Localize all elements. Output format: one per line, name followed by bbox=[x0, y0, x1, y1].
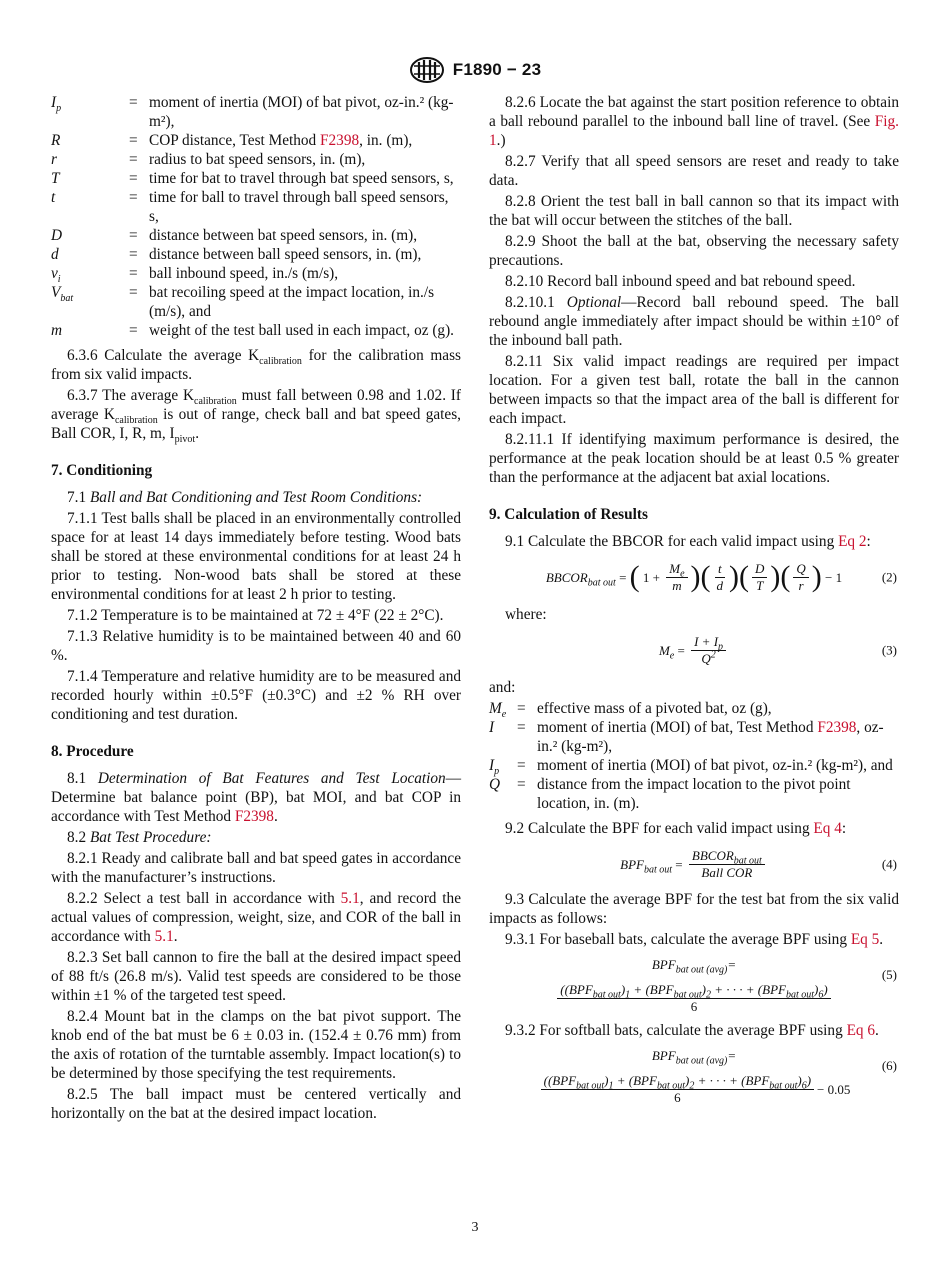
equation-5-number: (5) bbox=[881, 967, 897, 982]
variable-row bbox=[51, 169, 461, 188]
variable-symbol: $I_p$ bbox=[51, 94, 62, 115]
para-7-1-1: 7.1.1 Test balls shall be placed in an environmentally controlled space for at least 14 days immediately before testing. Wood bats shall be stored at these environmental conditions for at least 24 h prior to testing. Non-wood bats shall be stored at these environmental conditions for at least 2 h prior to testing. bbox=[51, 510, 461, 603]
variable-row bbox=[51, 93, 461, 131]
variable-description: time for bat to travel through bat speed sensors, s, bbox=[149, 170, 454, 187]
variable-row bbox=[489, 756, 899, 775]
para-9-3-2: 9.3.2 For softball bats, calculate the average BPF using Eq 6. bbox=[505, 1022, 879, 1039]
page-header bbox=[0, 56, 950, 84]
para-7-1-4: 7.1.4 Temperature and relative humidity are to be measured and recorded hourly within ±0.5°F (±0.3°C) and ±2 % RH over conditioning and test duration. bbox=[51, 668, 461, 723]
section-8-heading: 8. Procedure bbox=[51, 743, 134, 760]
astm-logo-icon bbox=[409, 56, 445, 84]
equals-sign: = bbox=[517, 757, 526, 774]
ref-eq4-link[interactable]: Eq 4 bbox=[813, 820, 842, 837]
para-8-2-9: 8.2.9 Shoot the ball at the bat, observing the necessary safety precautions. bbox=[489, 233, 899, 269]
ref-5-1-link[interactable]: 5.1 bbox=[340, 890, 360, 907]
and-label: and: bbox=[489, 679, 516, 696]
variable-symbol: r bbox=[51, 151, 57, 168]
variable-row bbox=[51, 150, 461, 169]
para-8-2-7: 8.2.7 Verify that all speed sensors are reset and ready to take data. bbox=[489, 153, 899, 189]
equals-sign: = bbox=[129, 170, 138, 187]
ref-fig1-link[interactable]: Fig. 1 bbox=[489, 113, 899, 149]
equals-sign: = bbox=[129, 132, 138, 149]
para-8-2-10: 8.2.10 Record ball inbound speed and bat rebound speed. bbox=[505, 273, 856, 290]
equation-6: $BPF_{bat out (avg)}=$ $\frac{((BPF_{bat out})_1 + (BPF_{bat out})_2 + \cdot \cdot \cdot + (BPF_{bat out})_6)}{6}$ − 0.05 (6) bbox=[489, 1046, 899, 1106]
para-8-1: 8.1 Determination of Bat Features and Test Location—Determine bat balance point (BP), bat MOI, and bat COP in accordance with Test Method F2398. bbox=[51, 770, 462, 825]
ref-f2398-link[interactable]: F2398 bbox=[817, 719, 857, 736]
ref-f2398-link[interactable]: F2398 bbox=[234, 808, 274, 825]
para-8-2-8: 8.2.8 Orient the test ball in ball cannon so that its impact with the bat will occur between the stitches of the ball. bbox=[489, 193, 899, 229]
section-7-heading: 7. Conditioning bbox=[51, 462, 153, 479]
equals-sign: = bbox=[129, 265, 138, 282]
equals-sign: = bbox=[517, 700, 526, 717]
variable-symbol: $v_i$ bbox=[51, 265, 61, 286]
para-8-2-2: 8.2.2 Select a test ball in accordance with 5.1, and record the actual values of compression, weight, size, and COR of the ball in accordance with 5.1. bbox=[51, 890, 461, 945]
equation-4: $BPF_{bat out}$ = $\frac{BBCOR_{bat out}}{\text{Ball COR}}$ (4) bbox=[620, 847, 897, 880]
ref-f2398-link[interactable]: F2398 bbox=[320, 132, 360, 149]
variable-row bbox=[51, 283, 461, 321]
equals-sign: = bbox=[129, 94, 138, 111]
para-8-2-11: 8.2.11 Six valid impact readings are required per impact location. For a given test ball, rotate the ball in the cannon between impacts so that the impact area of the ball is different for each impact. bbox=[489, 353, 899, 427]
variable-description: bat recoiling speed at the impact location, in./s (m/s), and bbox=[149, 284, 435, 320]
equals-sign: = bbox=[129, 284, 138, 301]
variable-description: effective mass of a pivoted bat, oz (g), bbox=[537, 700, 772, 717]
equation-2-number: (2) bbox=[881, 569, 897, 585]
equation-6-number: (6) bbox=[881, 1058, 897, 1073]
variable-row bbox=[489, 775, 899, 813]
equation-2: $BBCOR_{bat out}$ = ( 1 + $\frac{M_e}{m}$ )( $\frac{t}{d}$ )( $\frac{D}{T}$ )( $\frac{Q}{r}$ ) − 1 (2) bbox=[545, 560, 897, 593]
equation-4-number: (4) bbox=[881, 856, 897, 872]
para-8-2-11-1: 8.2.11.1 If identifying maximum performance is desired, the performance at the peak location should be at least 0.5 % greater than the performance at the adjacent bat axial locations. bbox=[489, 431, 899, 486]
para-9-3-1: 9.3.1 For baseball bats, calculate the average BPF using Eq 5. bbox=[505, 931, 884, 948]
equals-sign: = bbox=[129, 322, 138, 339]
variable-symbol: m bbox=[51, 322, 63, 339]
variable-row bbox=[489, 699, 899, 718]
where-label: where: bbox=[505, 606, 547, 623]
equation-3-number: (3) bbox=[881, 642, 897, 658]
variable-description: distance from the impact location to the pivot point location, in. (m). bbox=[537, 776, 851, 812]
equals-sign: = bbox=[129, 151, 138, 168]
variable-row bbox=[51, 321, 461, 340]
equation-5: $BPF_{bat out (avg)}=$ $\frac{((BPF_{bat out})_1 + (BPF_{bat out})_2 + \cdot \cdot \cdot + (BPF_{bat out})_6)}{6}$ (5) bbox=[489, 955, 899, 1015]
para-9-2: 9.2 Calculate the BPF for each valid impact using Eq 4: bbox=[505, 820, 847, 837]
variable-list-2 bbox=[489, 699, 899, 813]
right-column bbox=[489, 93, 899, 1112]
para-7-1-3: 7.1.3 Relative humidity is to be maintained between 40 and 60 %. bbox=[51, 628, 461, 664]
variable-row bbox=[489, 718, 899, 756]
ref-eq5-link[interactable]: Eq 5 bbox=[850, 931, 880, 948]
variable-symbol: D bbox=[51, 227, 63, 244]
equals-sign: = bbox=[517, 719, 526, 736]
ref-eq2-link[interactable]: Eq 2 bbox=[838, 533, 867, 550]
variable-row bbox=[51, 226, 461, 245]
variable-description: distance between ball speed sensors, in. (m), bbox=[149, 246, 422, 263]
equation-3: $M_e$ = $\frac{I + I_p}{Q^2}$ (3) bbox=[658, 633, 897, 666]
variable-symbol: Q bbox=[489, 776, 501, 793]
para-8-2-4: 8.2.4 Mount bat in the clamps on the bat pivot support. The knob end of the bat must be 6 ± 0.03 in. (152.4 ± 0.76 mm) from the axis of rotation of the turntable assembly. Impact location(s) to be determined by those specifying the test requirements. bbox=[51, 1008, 461, 1082]
variable-symbol: T bbox=[51, 170, 60, 187]
ref-5-1-link-2[interactable]: 5.1 bbox=[154, 928, 174, 945]
para-8-2: 8.2 Bat Test Procedure: bbox=[67, 829, 212, 846]
variable-description: radius to bat speed sensors, in. (m), bbox=[149, 151, 366, 168]
para-7-1: 7.1 Ball and Bat Conditioning and Test Room Conditions: bbox=[67, 489, 423, 506]
para-9-1: 9.1 Calculate the BBCOR for each valid impact using Eq 2: bbox=[505, 533, 871, 550]
variable-list bbox=[51, 93, 461, 340]
variable-symbol: $V_{bat}$ bbox=[51, 284, 74, 305]
variable-description: ball inbound speed, in./s (m/s), bbox=[149, 265, 339, 282]
variable-row bbox=[51, 245, 461, 264]
equals-sign: = bbox=[517, 776, 526, 793]
variable-symbol: $I_p$ bbox=[489, 757, 500, 778]
variable-row bbox=[51, 264, 461, 283]
para-8-2-6: 8.2.6 Locate the bat against the start position reference to obtain a ball rebound parallel to the inbound ball line of travel. (See Fig. 1.) bbox=[489, 94, 899, 149]
variable-symbol: R bbox=[51, 132, 61, 149]
left-column bbox=[51, 93, 461, 1125]
variable-symbol: $M_e$ bbox=[489, 700, 507, 721]
variable-row bbox=[51, 188, 461, 226]
section-9-heading: 9. Calculation of Results bbox=[489, 506, 648, 523]
equals-sign: = bbox=[129, 246, 138, 263]
variable-symbol: t bbox=[51, 189, 56, 206]
para-6-3-6: 6.3.6 Calculate the average $K_{calibration}$ for the calibration mass from six valid impacts. bbox=[51, 347, 461, 383]
para-8-2-10-1: 8.2.10.1 Optional—Record ball rebound speed. The ball rebound angle immediately after impact should be within ±10° of the inbound ball path. bbox=[489, 294, 899, 349]
para-9-3: 9.3 Calculate the average BPF for the test bat from the six valid impacts as follows: bbox=[489, 891, 899, 927]
variable-description: distance between bat speed sensors, in. (m), bbox=[149, 227, 418, 244]
equals-sign: = bbox=[129, 189, 138, 206]
variable-description: moment of inertia (MOI) of bat pivot, oz-in.² (kg-m²), and bbox=[537, 757, 893, 774]
equation-6-tail: − 0.05 bbox=[817, 1082, 851, 1097]
variable-symbol: I bbox=[489, 719, 495, 736]
para-8-2-1: 8.2.1 Ready and calibrate ball and bat speed gates in accordance with the manufacturer’s instructions. bbox=[51, 850, 461, 886]
variable-description: weight of the test ball used in each impact, oz (g). bbox=[149, 322, 454, 339]
variable-row bbox=[51, 131, 461, 150]
variable-symbol: d bbox=[51, 246, 59, 263]
equals-sign: = bbox=[129, 227, 138, 244]
para-6-3-7: 6.3.7 The average $K_{calibration}$ must fall between 0.98 and 1.02. If average $K_{calibration}$ is out of range, check ball and bat speed gates, Ball COR, I, R, m, $I_{pivot}$. bbox=[51, 387, 461, 446]
page-number: 3 bbox=[471, 1220, 479, 1235]
variable-description: moment of inertia (MOI) of bat, Test Method F2398, oz-in.² (kg-m²), bbox=[537, 719, 884, 755]
variable-description: COP distance, Test Method F2398, in. (m), bbox=[149, 132, 413, 149]
variable-description: time for ball to travel through ball speed sensors, s, bbox=[149, 189, 449, 225]
standard-designation: F1890 − 23 bbox=[452, 60, 542, 79]
para-8-2-3: 8.2.3 Set ball cannon to fire the ball at the desired impact speed of 88 ft/s (26.8 m/s). Valid test speeds are considered to be those within ±1 % of the targeted test speed. bbox=[51, 949, 461, 1004]
variable-description: moment of inertia (MOI) of bat pivot, oz-in.² (kg-m²), bbox=[149, 94, 454, 130]
para-7-1-2: 7.1.2 Temperature is to be maintained at 72 ± 4°F (22 ± 2°C). bbox=[67, 607, 444, 624]
para-8-2-5: 8.2.5 The ball impact must be centered vertically and horizontally on the bat at the desired impact location. bbox=[51, 1086, 461, 1122]
ref-eq6-link[interactable]: Eq 6 bbox=[846, 1022, 876, 1039]
